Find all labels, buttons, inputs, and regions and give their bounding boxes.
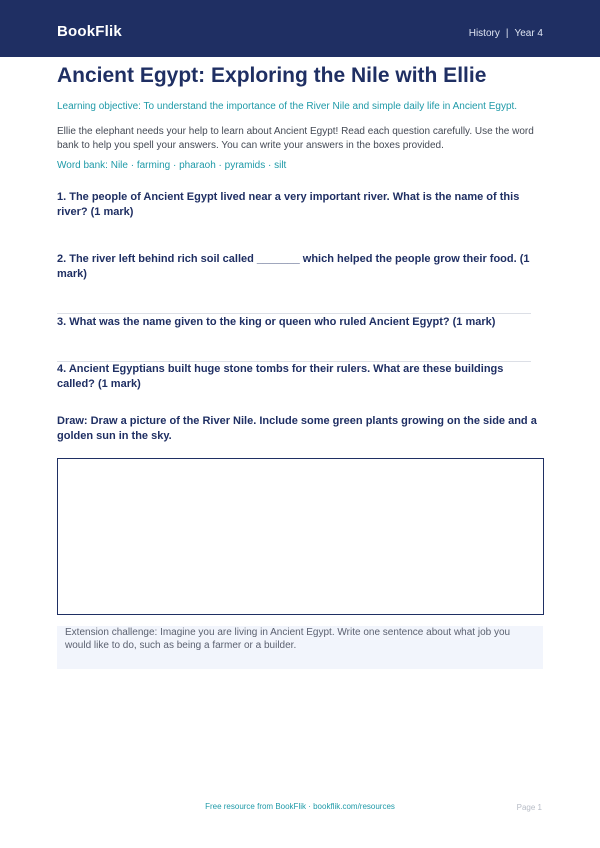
page-title: Ancient Egypt: Exploring the Nile with Ellie (57, 64, 487, 87)
draw-task: Draw: Draw a picture of the River Nile. Include some green plants growing on the side and a golden sun in the sky. (57, 415, 537, 442)
page-number: Page 1 (516, 803, 542, 812)
header-meta (469, 28, 543, 39)
learning-objective: Learning objective: To understand the importance of the River Nile and simple daily life in Ancient Egypt. (57, 101, 518, 112)
word-bank: Word bank: Nile · farming · pharaoh · pyramids · silt (57, 160, 287, 171)
question-4: 4. Ancient Egyptians built huge stone tombs for their rulers. What are these buildings called? (1 mark) (57, 363, 504, 390)
meta-separator: | (505, 28, 509, 39)
question-2: 2. The river left behind rich soil called _______ which helped the people grow their food. (1 mark) (57, 253, 530, 280)
subject-label: History (468, 28, 500, 39)
header-bar (0, 0, 600, 57)
brand-logo[interactable]: BookFlik (57, 23, 122, 40)
drawing-box[interactable] (57, 458, 544, 615)
extension-challenge: Extension challenge: Imagine you are living in Ancient Egypt. Write one sentence about what job you would like to do, such as being a farmer or a builder. (57, 626, 543, 669)
question-1: 1. The people of Ancient Egypt lived near a very important river. What is the name of this river? (1 mark) (57, 191, 520, 218)
question-3: 3. What was the name given to the king or queen who ruled Ancient Egypt? (1 mark) (57, 316, 496, 328)
footer-text[interactable]: Free resource from BookFlik · bookflik.com/resources (205, 802, 395, 811)
intro-text: Ellie the elephant needs your help to learn about Ancient Egypt! Read each question carefully. Use the word bank to help you spell your answers. You can write your answers in the boxes provided. (57, 126, 534, 151)
answer-line-2[interactable] (57, 313, 531, 314)
year-label: Year 4 (514, 28, 543, 39)
